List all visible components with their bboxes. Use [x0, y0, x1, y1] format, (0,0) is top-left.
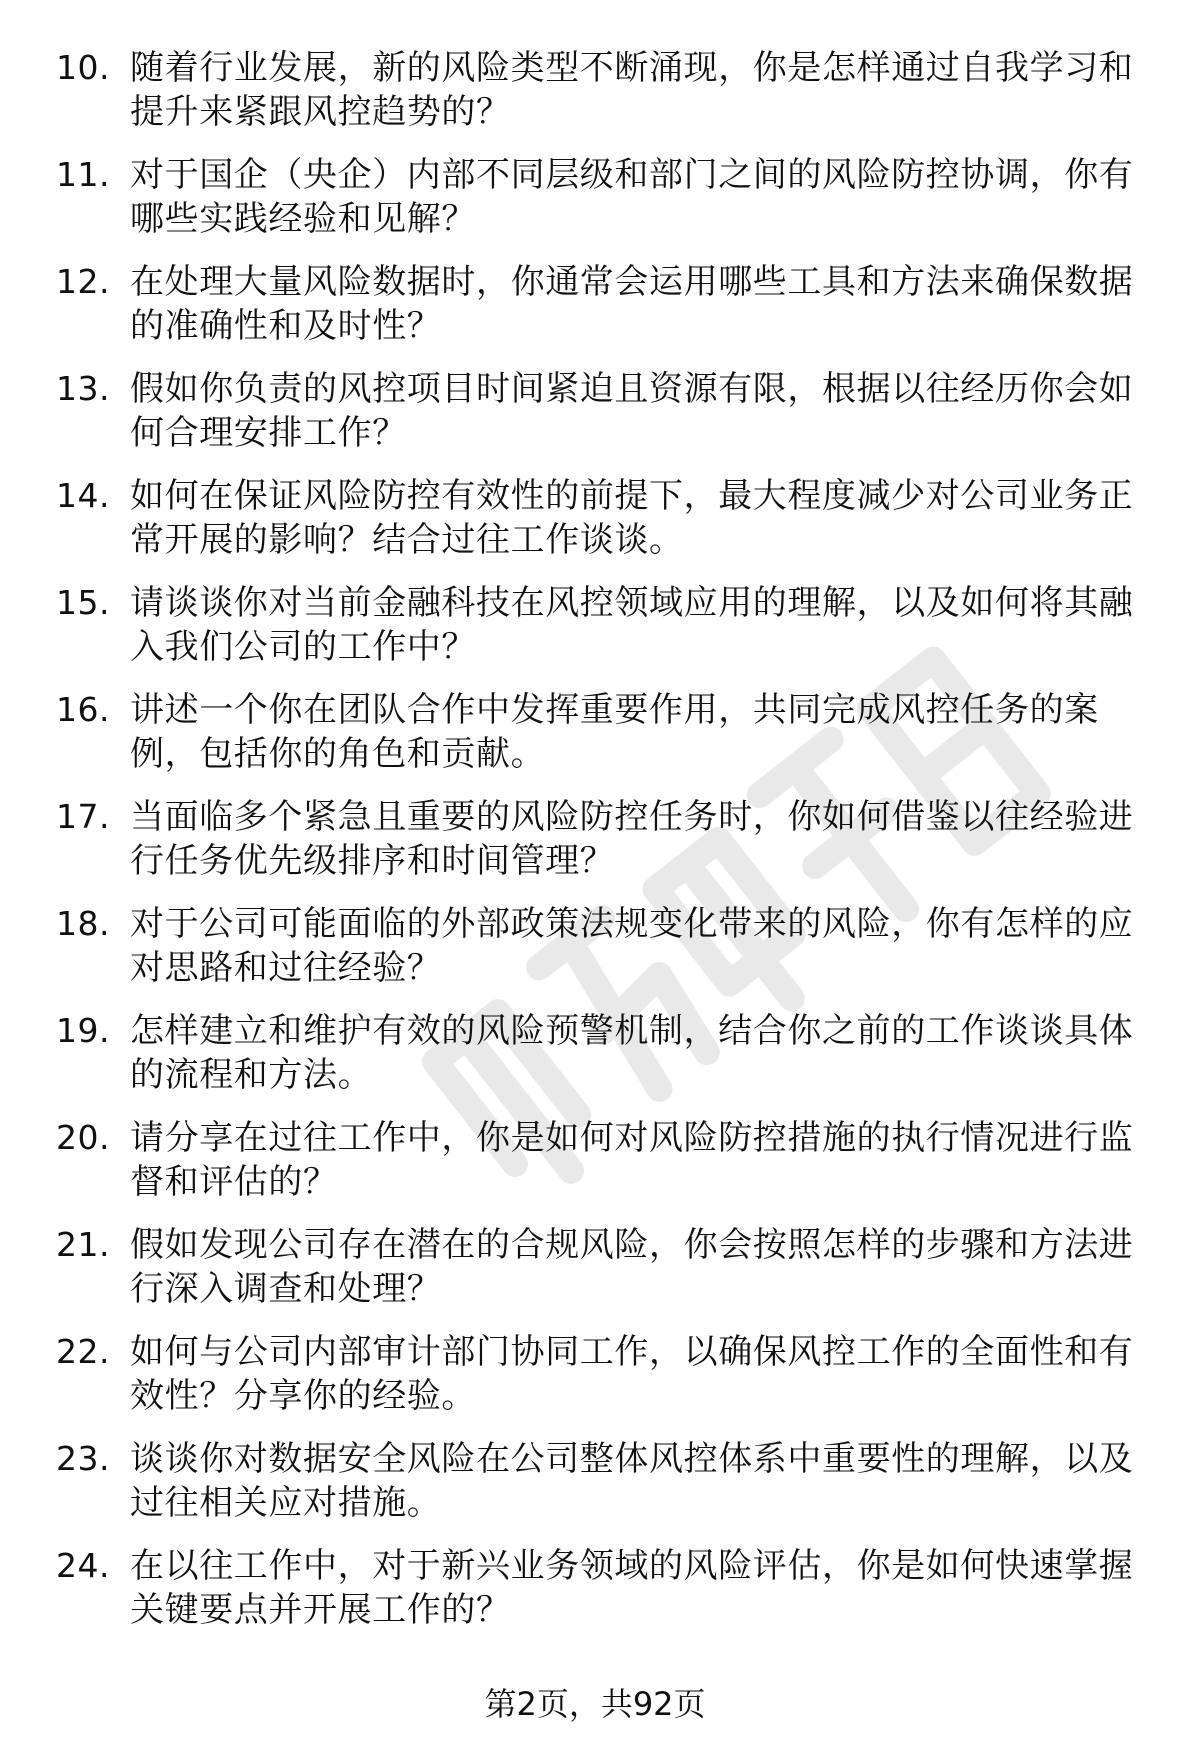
question-item [56, 367, 1146, 474]
question-text: 假如你负责的风控项目时间紧迫且资源有限，根据以往经历你会如何合理安排工作？ [130, 369, 1134, 453]
question-text: 在处理大量风险数据时，你通常会运用哪些工具和方法来确保数据的准确性和及时性？ [130, 262, 1134, 346]
question-text: 如何与公司内部审计部门协同工作，以确保风控工作的全面性和有效性？分享你的经验。 [130, 1332, 1134, 1416]
question-text: 对于公司可能面临的外部政策法规变化带来的风险，你有怎样的应对思路和过往经验？ [130, 904, 1134, 988]
question-text: 在以往工作中，对于新兴业务领域的风险评估，你是如何快速掌握关键要点并开展工作的？ [130, 1546, 1134, 1630]
question-text: 谈谈你对数据安全风险在公司整体风控体系中重要性的理解，以及过往相关应对措施。 [130, 1439, 1134, 1523]
question-item [56, 260, 1146, 367]
question-item [56, 1437, 1146, 1544]
question-list [56, 46, 1146, 1651]
question-text: 请分享在过往工作中，你是如何对风险防控措施的执行情况进行监督和评估的？ [130, 1118, 1134, 1202]
question-item [56, 1330, 1146, 1437]
question-text: 请谈谈你对当前金融科技在风控领域应用的理解，以及如何将其融入我们公司的工作中？ [130, 583, 1134, 667]
question-item [56, 795, 1146, 902]
question-number: 23. [56, 1439, 110, 1478]
question-text: 当面临多个紧急且重要的风险防控任务时，你如何借鉴以往经验进行任务优先级排序和时间管理？ [130, 797, 1134, 881]
question-number: 11. [56, 155, 110, 194]
question-number: 19. [56, 1011, 110, 1050]
question-item [56, 902, 1146, 1009]
question-text: 假如发现公司存在潜在的合规风险，你会按照怎样的步骤和方法进行深入调查和处理？ [130, 1225, 1134, 1309]
question-number: 18. [56, 904, 110, 943]
question-text: 如何在保证风险防控有效性的前提下，最大程度减少对公司业务正常开展的影响？结合过往工作谈谈。 [130, 476, 1134, 560]
question-number: 13. [56, 369, 110, 408]
question-number: 17. [56, 797, 110, 836]
question-text: 对于国企（央企）内部不同层级和部门之间的风险防控协调，你有哪些实践经验和见解？ [130, 155, 1134, 239]
page-number: 第2页，共92页 [484, 1685, 706, 1723]
question-number: 22. [56, 1332, 110, 1371]
question-item [56, 153, 1146, 260]
question-text: 随着行业发展，新的风险类型不断涌现，你是怎样通过自我学习和提升来紧跟风控趋势的？ [130, 48, 1134, 132]
question-number: 14. [56, 476, 110, 515]
question-item [56, 1223, 1146, 1330]
question-item [56, 474, 1146, 581]
question-text: 怎样建立和维护有效的风险预警机制，结合你之前的工作谈谈具体的流程和方法。 [130, 1011, 1134, 1095]
question-item [56, 1009, 1146, 1116]
question-item [56, 46, 1146, 153]
question-number: 15. [56, 583, 110, 622]
question-item [56, 1116, 1146, 1223]
question-number: 12. [56, 262, 110, 301]
question-item [56, 1544, 1146, 1651]
question-text: 讲述一个你在团队合作中发挥重要作用，共同完成风控任务的案例，包括你的角色和贡献。 [130, 690, 1099, 774]
question-item [56, 581, 1146, 688]
question-item [56, 688, 1146, 795]
question-number: 24. [56, 1546, 110, 1585]
question-number: 10. [56, 48, 110, 87]
question-number: 16. [56, 690, 110, 729]
question-number: 21. [56, 1225, 110, 1264]
question-number: 20. [56, 1118, 110, 1157]
